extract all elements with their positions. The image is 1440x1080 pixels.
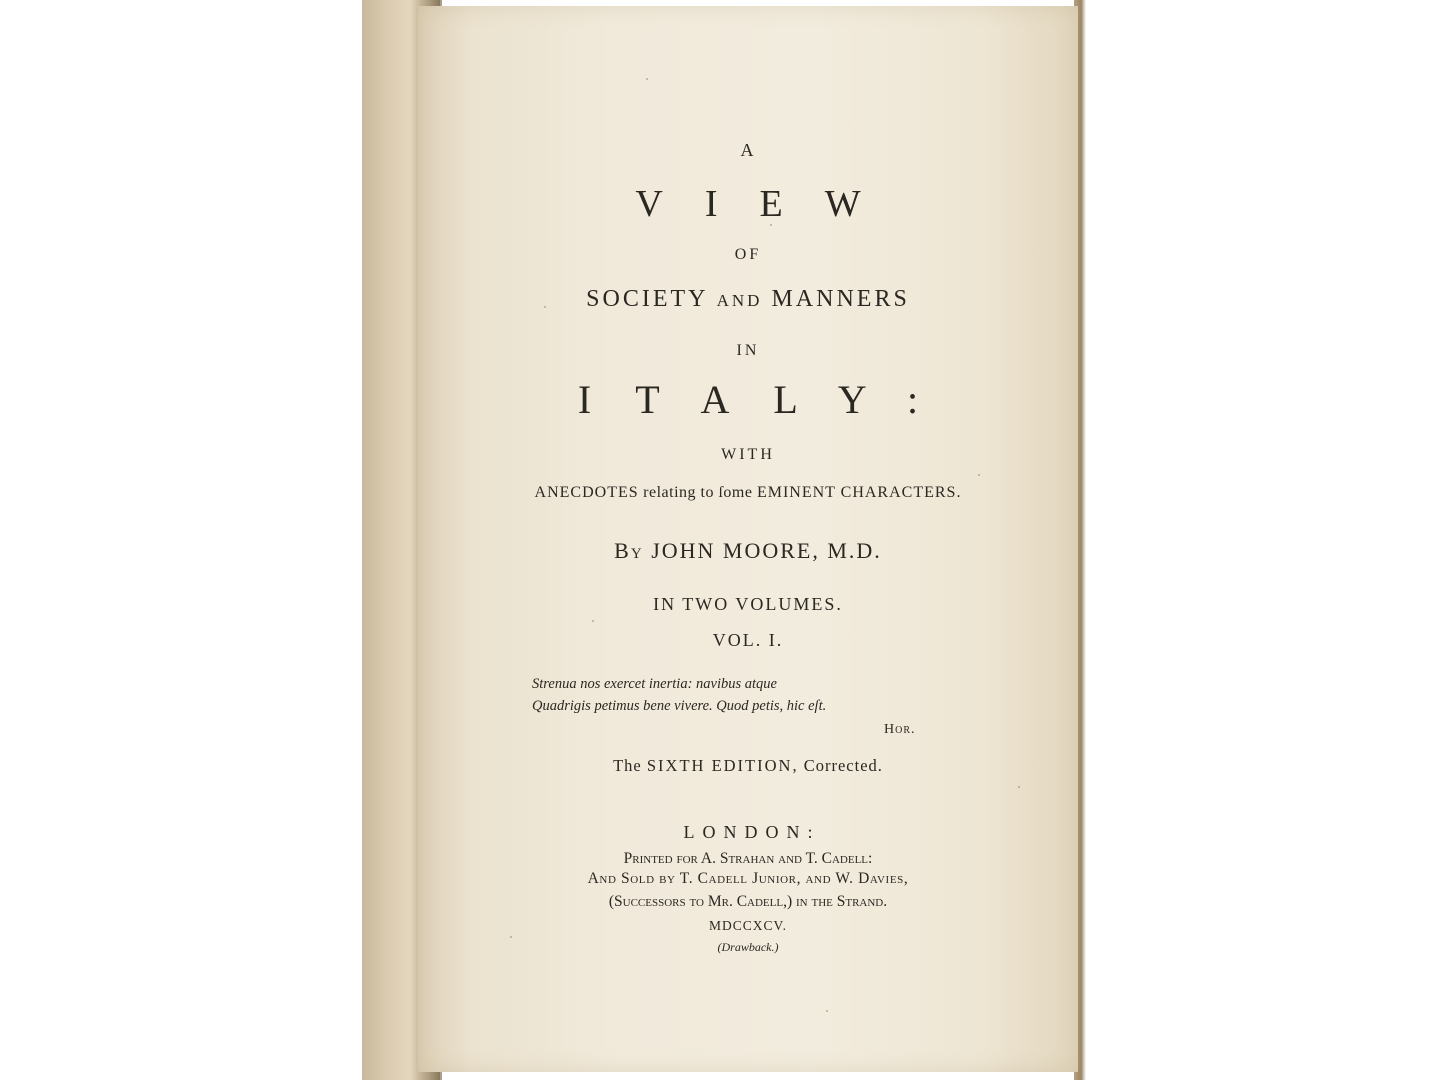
title-in: IN <box>736 342 760 359</box>
imprint-city: LONDON: <box>683 822 821 842</box>
imprint-sold-by: And Sold by T. Cadell Junior, and W. Davies, <box>587 870 909 887</box>
anecdotes-line <box>418 484 1078 502</box>
paper-speck <box>592 620 594 622</box>
author-by: By <box>614 538 644 563</box>
title-society: SOCIETY <box>586 286 708 312</box>
edition-corrected: Corrected. <box>803 756 883 775</box>
paper-speck <box>646 78 648 80</box>
author-name: JOHN MOORE, M.D. <box>651 538 882 563</box>
imprint-year: MDCCXCV. <box>709 918 787 933</box>
title-page <box>418 6 1078 1072</box>
edition-line <box>418 756 1078 776</box>
title-article: A <box>740 140 756 160</box>
volumes-line: IN TWO VOLUMES. <box>653 594 843 614</box>
imprint-successors: (Succeſſors to Mr. Cadell,) in the Strand. <box>608 893 888 910</box>
title-of: OF <box>734 246 762 263</box>
paper-speck <box>770 224 772 226</box>
paper-speck <box>1018 786 1020 788</box>
epigraph-line-1: Strenua nos exercet inertia: navibus atque <box>532 676 777 692</box>
paper-speck <box>978 474 980 476</box>
title-italy: ITALY: <box>577 377 963 422</box>
imprint-drawback: (Drawback.) <box>717 940 779 954</box>
title-with: WITH <box>721 446 775 463</box>
anecdotes-relating: relating to ſome <box>643 484 753 501</box>
anecdotes-word: ANECDOTES <box>534 484 639 501</box>
author-line <box>418 538 1078 564</box>
anecdotes-characters: EMINENT CHARACTERS. <box>756 484 962 501</box>
imprint-printed-for: Printed for A. Strahan and T. Cadell: <box>623 850 873 867</box>
title-manners: MANNERS <box>771 286 910 312</box>
paper-speck <box>826 1010 828 1012</box>
edition-the: The <box>613 756 642 775</box>
epigraph-attribution: Hor. <box>884 722 916 737</box>
paper-speck <box>544 306 546 308</box>
title-and: AND <box>716 291 763 310</box>
paper-speck <box>510 936 512 938</box>
edition-sixth: SIXTH EDITION, <box>646 756 799 775</box>
volume-number: VOL. I. <box>712 630 784 650</box>
epigraph-line-2: Quadrigis petimus bene vivere. Quod petis, hic eſt. <box>532 698 827 714</box>
title-society-line <box>418 286 1078 313</box>
title-view: VIEW <box>635 183 903 225</box>
